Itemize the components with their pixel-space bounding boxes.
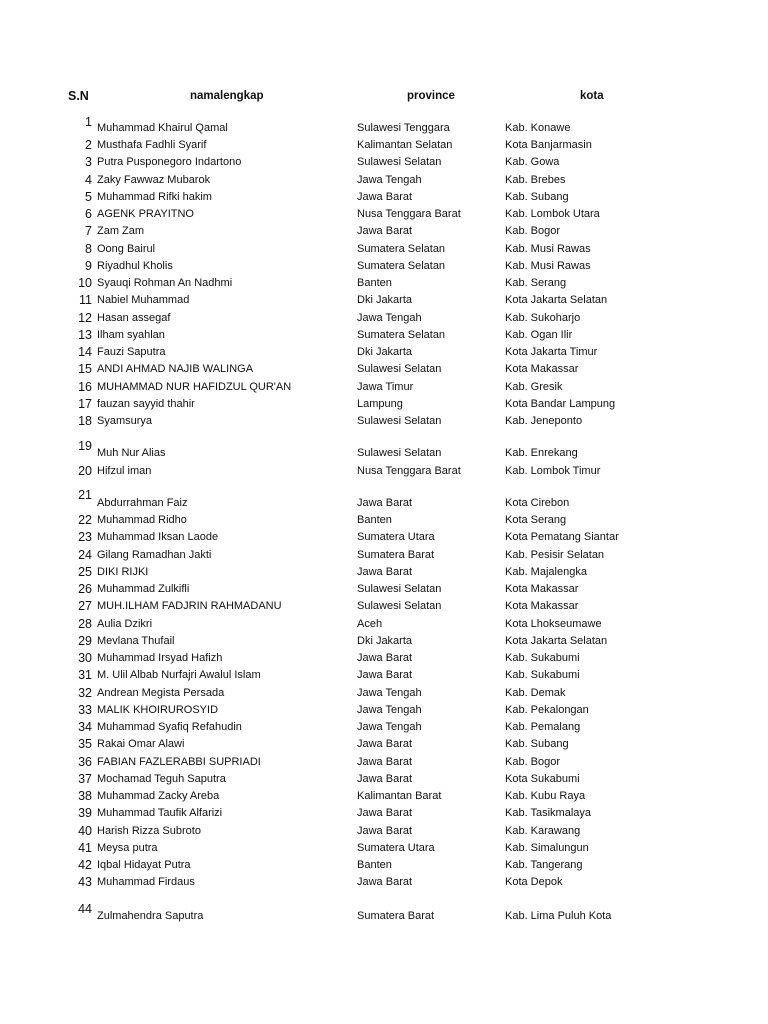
row-sn: 39 xyxy=(78,806,92,821)
row-kota: Kab. Subang xyxy=(505,738,569,751)
row-namalengkap: Zaky Fawwaz Mubarok xyxy=(97,173,211,186)
header-namalengkap: namalengkap xyxy=(190,90,264,102)
row-sn: 35 xyxy=(78,737,92,752)
row-province: Jawa Barat xyxy=(357,190,413,203)
table-row xyxy=(0,685,768,702)
row-kota: Kab. Bogor xyxy=(505,225,561,238)
row-sn: 32 xyxy=(78,685,92,700)
row-kota: Kab. Bogor xyxy=(505,755,561,768)
row-province: Sumatera Barat xyxy=(357,548,435,561)
row-sn: 12 xyxy=(78,310,92,325)
row-province: Jawa Barat xyxy=(357,225,413,238)
row-kota: Kota Lhokseumawe xyxy=(505,617,602,630)
row-namalengkap: Muh Nur Alias xyxy=(97,447,166,460)
row-sn: 31 xyxy=(78,668,92,683)
row-kota: Kab. Jeneponto xyxy=(505,415,583,427)
row-sn: 6 xyxy=(85,207,92,221)
row-province: Sumatera Utara xyxy=(357,531,435,544)
row-namalengkap: Gilang Ramadhan Jakti xyxy=(97,548,212,561)
row-kota: Kab. Lombok Timur xyxy=(505,464,601,477)
row-province: Jawa Barat xyxy=(357,807,413,820)
row-province: Jawa Tengah xyxy=(357,311,422,324)
row-province: Sulawesi Selatan xyxy=(357,583,442,595)
table-row xyxy=(0,874,768,891)
row-kota: Kab. Simalungun xyxy=(505,841,589,854)
row-sn: 18 xyxy=(78,414,92,428)
table-row xyxy=(0,361,768,378)
row-sn: 15 xyxy=(78,362,92,377)
row-sn: 42 xyxy=(78,858,92,872)
row-sn: 40 xyxy=(78,823,92,838)
row-kota: Kota Serang xyxy=(505,514,567,526)
row-sn: 2 xyxy=(85,138,92,152)
row-province: Nusa Tenggara Barat xyxy=(357,464,461,477)
table-row xyxy=(0,823,768,840)
row-kota: Kota Depok xyxy=(505,876,563,889)
row-namalengkap: Fauzi Saputra xyxy=(97,346,166,358)
row-province: Sulawesi Selatan xyxy=(357,363,442,376)
row-namalengkap: Muhammad Syafiq Refahudin xyxy=(97,721,242,733)
row-sn: 20 xyxy=(78,463,92,478)
row-province: Dki Jakarta xyxy=(357,294,413,307)
row-namalengkap: Syauqi Rohman An Nadhmi xyxy=(97,277,233,289)
row-namalengkap: Oong Bairul xyxy=(97,242,156,255)
table-row xyxy=(0,413,768,430)
row-province: Lampung xyxy=(357,397,403,410)
row-province: Sumatera Utara xyxy=(357,841,435,854)
row-namalengkap: ANDI AHMAD NAJIB WALINGA xyxy=(97,363,254,376)
table-row xyxy=(0,564,768,581)
row-kota: Kota Sukabumi xyxy=(505,772,580,785)
row-sn: 4 xyxy=(85,172,92,187)
table-row xyxy=(0,754,768,771)
table-row xyxy=(0,901,768,925)
row-sn: 16 xyxy=(78,379,92,394)
row-namalengkap: Meysa putra xyxy=(97,841,158,854)
row-namalengkap: Muhammad Rifki hakim xyxy=(97,190,212,203)
row-kota: Kab. Majalengka xyxy=(505,565,587,578)
table-row xyxy=(0,379,768,396)
row-namalengkap: Abdurrahman Faiz xyxy=(97,496,188,509)
row-namalengkap: Ilham syahlan xyxy=(97,328,165,341)
row-province: Kalimantan Selatan xyxy=(357,139,453,151)
row-province: Jawa Tengah xyxy=(357,721,422,733)
row-namalengkap: Hifzul iman xyxy=(97,464,152,477)
row-province: Jawa Barat xyxy=(357,772,413,785)
row-kota: Kota Jakarta Selatan xyxy=(505,294,608,307)
row-province: Jawa Tengah xyxy=(357,686,422,699)
row-namalengkap: MUH.ILHAM FADJRIN RAHMADANU xyxy=(97,600,282,613)
row-sn: 26 xyxy=(78,582,92,596)
row-namalengkap: Syamsurya xyxy=(97,415,153,427)
row-kota: Kab. Kubu Raya xyxy=(505,790,586,802)
row-namalengkap: Muhammad Zacky Areba xyxy=(97,790,220,802)
row-sn: 7 xyxy=(85,224,92,239)
row-province: Sulawesi Selatan xyxy=(357,447,442,460)
row-sn: 5 xyxy=(85,189,92,204)
row-sn: 34 xyxy=(78,720,92,734)
table-row xyxy=(0,771,768,788)
row-kota: Kota Makassar xyxy=(505,600,579,613)
row-kota: Kab. Demak xyxy=(505,686,566,699)
row-kota: Kab. Konawe xyxy=(505,122,571,134)
row-namalengkap: FABIAN FAZLERABBI SUPRIADI xyxy=(97,755,261,768)
row-province: Sumatera Selatan xyxy=(357,259,446,272)
row-sn: 30 xyxy=(78,651,92,665)
row-sn: 44 xyxy=(78,901,92,916)
table-row xyxy=(0,223,768,240)
row-namalengkap: Zam Zam xyxy=(97,225,145,238)
row-namalengkap: Mochamad Teguh Saputra xyxy=(97,772,226,785)
table-row xyxy=(0,258,768,275)
row-sn: 3 xyxy=(85,155,92,170)
row-kota: Kab. Gresik xyxy=(505,380,563,393)
row-sn: 38 xyxy=(78,789,92,803)
row-sn: 43 xyxy=(78,875,92,890)
header-province: province xyxy=(407,90,455,102)
row-kota: Kota Cirebon xyxy=(505,496,570,509)
row-province: Jawa Barat xyxy=(357,738,413,751)
row-province: Banten xyxy=(357,859,392,871)
table-row xyxy=(0,581,768,598)
row-kota: Kab. Pekalongan xyxy=(505,703,589,716)
row-sn: 28 xyxy=(78,616,92,631)
row-province: Banten xyxy=(357,514,392,526)
table-row xyxy=(0,547,768,564)
table-row xyxy=(0,241,768,258)
row-namalengkap: fauzan sayyid thahir xyxy=(97,397,195,410)
row-sn: 22 xyxy=(78,513,92,527)
row-sn: 29 xyxy=(78,633,92,648)
table-row xyxy=(0,857,768,874)
row-kota: Kota Jakarta Timur xyxy=(505,346,598,358)
row-kota: Kota Makassar xyxy=(505,363,579,376)
table-row xyxy=(0,344,768,361)
table-row xyxy=(0,310,768,327)
table-row xyxy=(0,529,768,546)
row-kota: Kab. Musi Rawas xyxy=(505,242,591,255)
row-sn: 19 xyxy=(78,439,92,454)
table-row xyxy=(0,439,768,462)
row-province: Dki Jakarta xyxy=(357,346,413,358)
row-namalengkap: Musthafa Fadhli Syarif xyxy=(97,139,207,151)
table-row xyxy=(0,598,768,615)
row-namalengkap: M. Ulil Albab Nurfajri Awalul Islam xyxy=(97,669,261,682)
row-province: Kalimantan Barat xyxy=(357,790,442,802)
row-kota: Kota Pematang Siantar xyxy=(505,531,619,544)
table-row xyxy=(0,206,768,223)
row-kota: Kab. Pesisir Selatan xyxy=(505,548,605,561)
row-kota: Kab. Gowa xyxy=(505,156,560,169)
table-row xyxy=(0,154,768,171)
row-namalengkap: Aulia Dzikri xyxy=(97,617,153,630)
row-province: Sumatera Selatan xyxy=(357,242,446,255)
row-sn: 9 xyxy=(85,258,92,273)
table-row xyxy=(0,137,768,154)
row-province: Nusa Tenggara Barat xyxy=(357,208,461,220)
row-namalengkap: MALIK KHOIRUROSYID xyxy=(97,703,219,716)
row-namalengkap: Muhammad Firdaus xyxy=(97,876,195,889)
row-province: Jawa Barat xyxy=(357,565,413,578)
row-namalengkap: Muhammad Ridho xyxy=(97,514,187,526)
row-kota: Kab. Subang xyxy=(505,190,569,203)
table-row xyxy=(0,633,768,650)
row-sn: 21 xyxy=(78,487,92,502)
row-province: Aceh xyxy=(357,617,383,630)
row-sn: 37 xyxy=(78,771,92,786)
row-namalengkap: Muhammad Taufik Alfarizi xyxy=(97,807,223,820)
row-province: Sulawesi Selatan xyxy=(357,600,442,613)
table-row xyxy=(0,736,768,753)
row-namalengkap: Mevlana Thufail xyxy=(97,634,175,647)
header-sn: S.N xyxy=(68,89,89,103)
row-province: Sumatera Barat xyxy=(357,909,435,922)
table-row xyxy=(0,650,768,667)
row-namalengkap: Hasan assegaf xyxy=(97,311,171,324)
row-namalengkap: DIKI RIJKI xyxy=(97,565,149,578)
row-kota: Kab. Pemalang xyxy=(505,721,581,733)
row-kota: Kota Bandar Lampung xyxy=(505,397,616,410)
row-province: Jawa Barat xyxy=(357,876,413,889)
table-row xyxy=(0,616,768,633)
row-namalengkap: Andrean Megista Persada xyxy=(97,686,225,699)
row-namalengkap: AGENK PRAYITNO xyxy=(97,208,194,220)
row-province: Jawa Tengah xyxy=(357,703,422,716)
table-row xyxy=(0,172,768,189)
row-sn: 1 xyxy=(85,115,92,129)
row-sn: 36 xyxy=(78,754,92,769)
row-kota: Kab. Lombok Utara xyxy=(505,208,600,220)
table-row xyxy=(0,292,768,309)
row-province: Jawa Barat xyxy=(357,824,413,837)
row-kota: Kab. Brebes xyxy=(505,173,566,186)
table-row xyxy=(0,115,768,137)
row-namalengkap: Muhammad Khairul Qamal xyxy=(97,122,228,134)
row-namalengkap: Putra Pusponegoro Indartono xyxy=(97,156,242,169)
row-sn: 27 xyxy=(78,599,92,614)
row-province: Jawa Barat xyxy=(357,496,413,509)
row-province: Jawa Barat xyxy=(357,652,413,664)
row-sn: 13 xyxy=(78,327,92,342)
table-row xyxy=(0,396,768,413)
row-namalengkap: Iqbal Hidayat Putra xyxy=(97,859,191,871)
row-province: Banten xyxy=(357,277,392,289)
row-kota: Kab. Karawang xyxy=(505,824,581,837)
row-kota: Kab. Tasikmalaya xyxy=(505,807,592,820)
table-row xyxy=(0,463,768,480)
row-namalengkap: Zulmahendra Saputra xyxy=(97,909,204,922)
row-province: Sulawesi Selatan xyxy=(357,415,442,427)
row-kota: Kab. Musi Rawas xyxy=(505,259,591,272)
row-namalengkap: Riyadhul Kholis xyxy=(97,259,173,272)
table-row xyxy=(0,805,768,822)
row-province: Sumatera Selatan xyxy=(357,328,446,341)
table-row xyxy=(0,512,768,529)
row-kota: Kab. Serang xyxy=(505,277,567,289)
row-sn: 14 xyxy=(78,345,92,359)
row-kota: Kota Makassar xyxy=(505,583,579,595)
row-province: Jawa Timur xyxy=(357,380,414,393)
row-sn: 8 xyxy=(85,241,92,256)
table-row xyxy=(0,719,768,736)
row-sn: 10 xyxy=(78,276,92,290)
row-kota: Kota Banjarmasin xyxy=(505,139,592,151)
row-province: Sulawesi Tenggara xyxy=(357,122,450,134)
row-sn: 11 xyxy=(79,293,92,308)
row-sn: 17 xyxy=(78,396,92,411)
row-namalengkap: Muhammad Irsyad Hafizh xyxy=(97,652,223,664)
row-namalengkap: Nabiel Muhammad xyxy=(97,294,190,307)
row-sn: 33 xyxy=(78,702,92,717)
table-row xyxy=(0,788,768,805)
row-namalengkap: Muhammad Iksan Laode xyxy=(97,531,219,544)
table-row xyxy=(0,275,768,292)
row-namalengkap: Rakai Omar Alawi xyxy=(97,738,185,751)
row-namalengkap: Muhammad Zulkifli xyxy=(97,583,190,595)
row-province: Jawa Barat xyxy=(357,669,413,682)
row-kota: Kab. Sukabumi xyxy=(505,669,580,682)
row-kota: Kab. Sukoharjo xyxy=(505,311,581,324)
row-sn: 24 xyxy=(78,547,92,562)
row-namalengkap: MUHAMMAD NUR HAFIDZUL QUR'AN xyxy=(97,380,292,393)
row-province: Dki Jakarta xyxy=(357,634,413,647)
row-province: Jawa Barat xyxy=(357,755,413,768)
table-row xyxy=(0,487,768,512)
row-kota: Kab. Tangerang xyxy=(505,859,583,871)
table-row xyxy=(0,327,768,344)
row-kota: Kab. Enrekang xyxy=(505,447,578,460)
table-row xyxy=(0,667,768,684)
row-kota: Kab. Ogan Ilir xyxy=(505,328,573,341)
row-namalengkap: Harish Rizza Subroto xyxy=(97,824,201,837)
table-row xyxy=(0,702,768,719)
row-province: Jawa Tengah xyxy=(357,173,422,186)
header-kota: kota xyxy=(580,90,604,102)
row-sn: 23 xyxy=(78,530,92,545)
row-sn: 25 xyxy=(78,564,92,579)
table-row xyxy=(0,189,768,206)
row-kota: Kota Jakarta Selatan xyxy=(505,634,608,647)
table-row xyxy=(0,840,768,857)
row-kota: Kab. Lima Puluh Kota xyxy=(505,909,612,922)
row-sn: 41 xyxy=(78,840,92,855)
row-kota: Kab. Sukabumi xyxy=(505,652,580,664)
row-province: Sulawesi Selatan xyxy=(357,156,442,169)
